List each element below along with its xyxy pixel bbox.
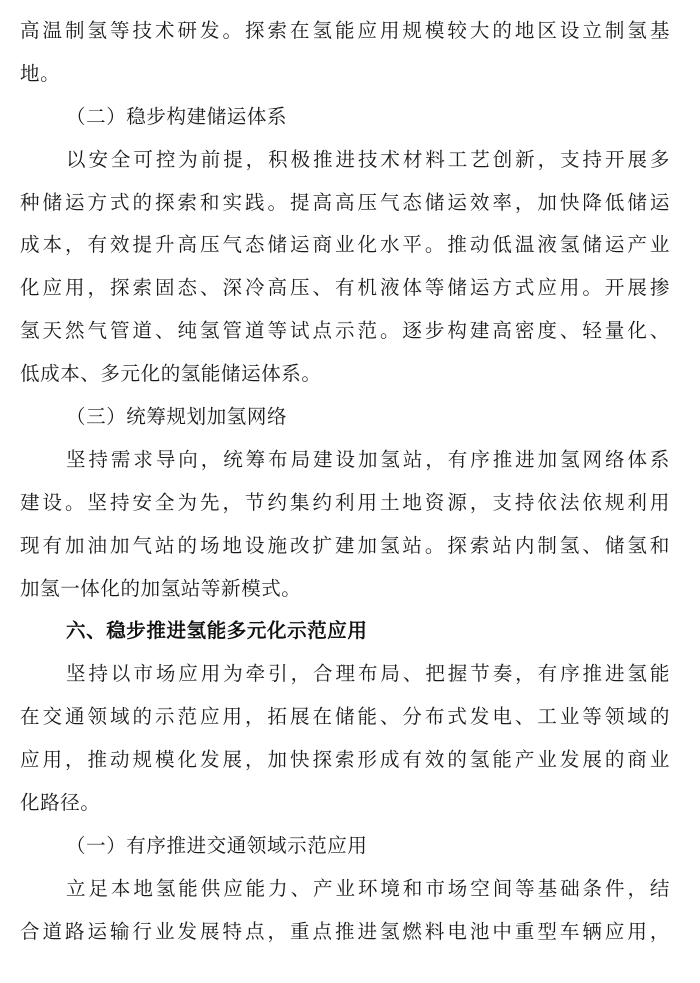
- paragraph-start: 立足本地氢能供应能力、产业环境和市场空间等基础条件，结: [66, 876, 670, 900]
- body-line: 建设。坚持安全为先，节约集约利用土地资源，支持依法依规利用: [20, 490, 670, 514]
- body-line: 现有加油加气站的场地设施改扩建加氢站。探索站内制氢、储氢和: [20, 533, 670, 557]
- section-heading-six: 六、稳步推进氢能多元化示范应用: [66, 619, 368, 643]
- document-page: [20, 10, 670, 954]
- body-line-end: 加氢一体化的加氢站等新模式。: [20, 576, 302, 600]
- body-line-end: 化路径。: [20, 791, 101, 815]
- body-line: 种储运方式的探索和实践。提高高压气态储运效率，加快降低储运: [20, 190, 670, 214]
- body-line: 氢天然气管道、纯氢管道等试点示范。逐步构建高密度、轻量化、: [20, 319, 670, 343]
- subheading-transport-demo: （一）有序推进交通领域示范应用: [66, 833, 368, 857]
- body-line: 在交通领域的示范应用，拓展在储能、分布式发电、工业等领域的: [20, 705, 670, 729]
- subheading-storage-transport: （二）稳步构建储运体系: [66, 104, 288, 128]
- body-line: 合道路运输行业发展特点，重点推进氢燃料电池中重型车辆应用，: [20, 919, 670, 943]
- body-line: 高温制氢等技术研发。探索在氢能应用规模较大的地区设立制氢基: [20, 19, 670, 42]
- paragraph-start: 以安全可控为前提，积极推进技术材料工艺创新，支持开展多: [66, 147, 670, 171]
- body-line: 应用，推动规模化发展，加快探索形成有效的氢能产业发展的商业: [20, 748, 670, 772]
- subheading-refueling-network: （三）统筹规划加氢网络: [66, 405, 288, 429]
- body-line-end: 地。: [20, 61, 61, 85]
- body-line: 成本，有效提升高压气态储运商业化水平。推动低温液氢储运产业: [20, 233, 670, 257]
- paragraph-start: 坚持需求导向，统筹布局建设加氢站，有序推进加氢网络体系: [66, 447, 670, 471]
- paragraph-start: 坚持以市场应用为牵引，合理布局、把握节奏，有序推进氢能: [66, 662, 670, 686]
- body-line: 化应用，探索固态、深冷高压、有机液体等储运方式应用。开展掺: [20, 276, 670, 300]
- body-line-end: 低成本、多元化的氢能储运体系。: [20, 362, 322, 386]
